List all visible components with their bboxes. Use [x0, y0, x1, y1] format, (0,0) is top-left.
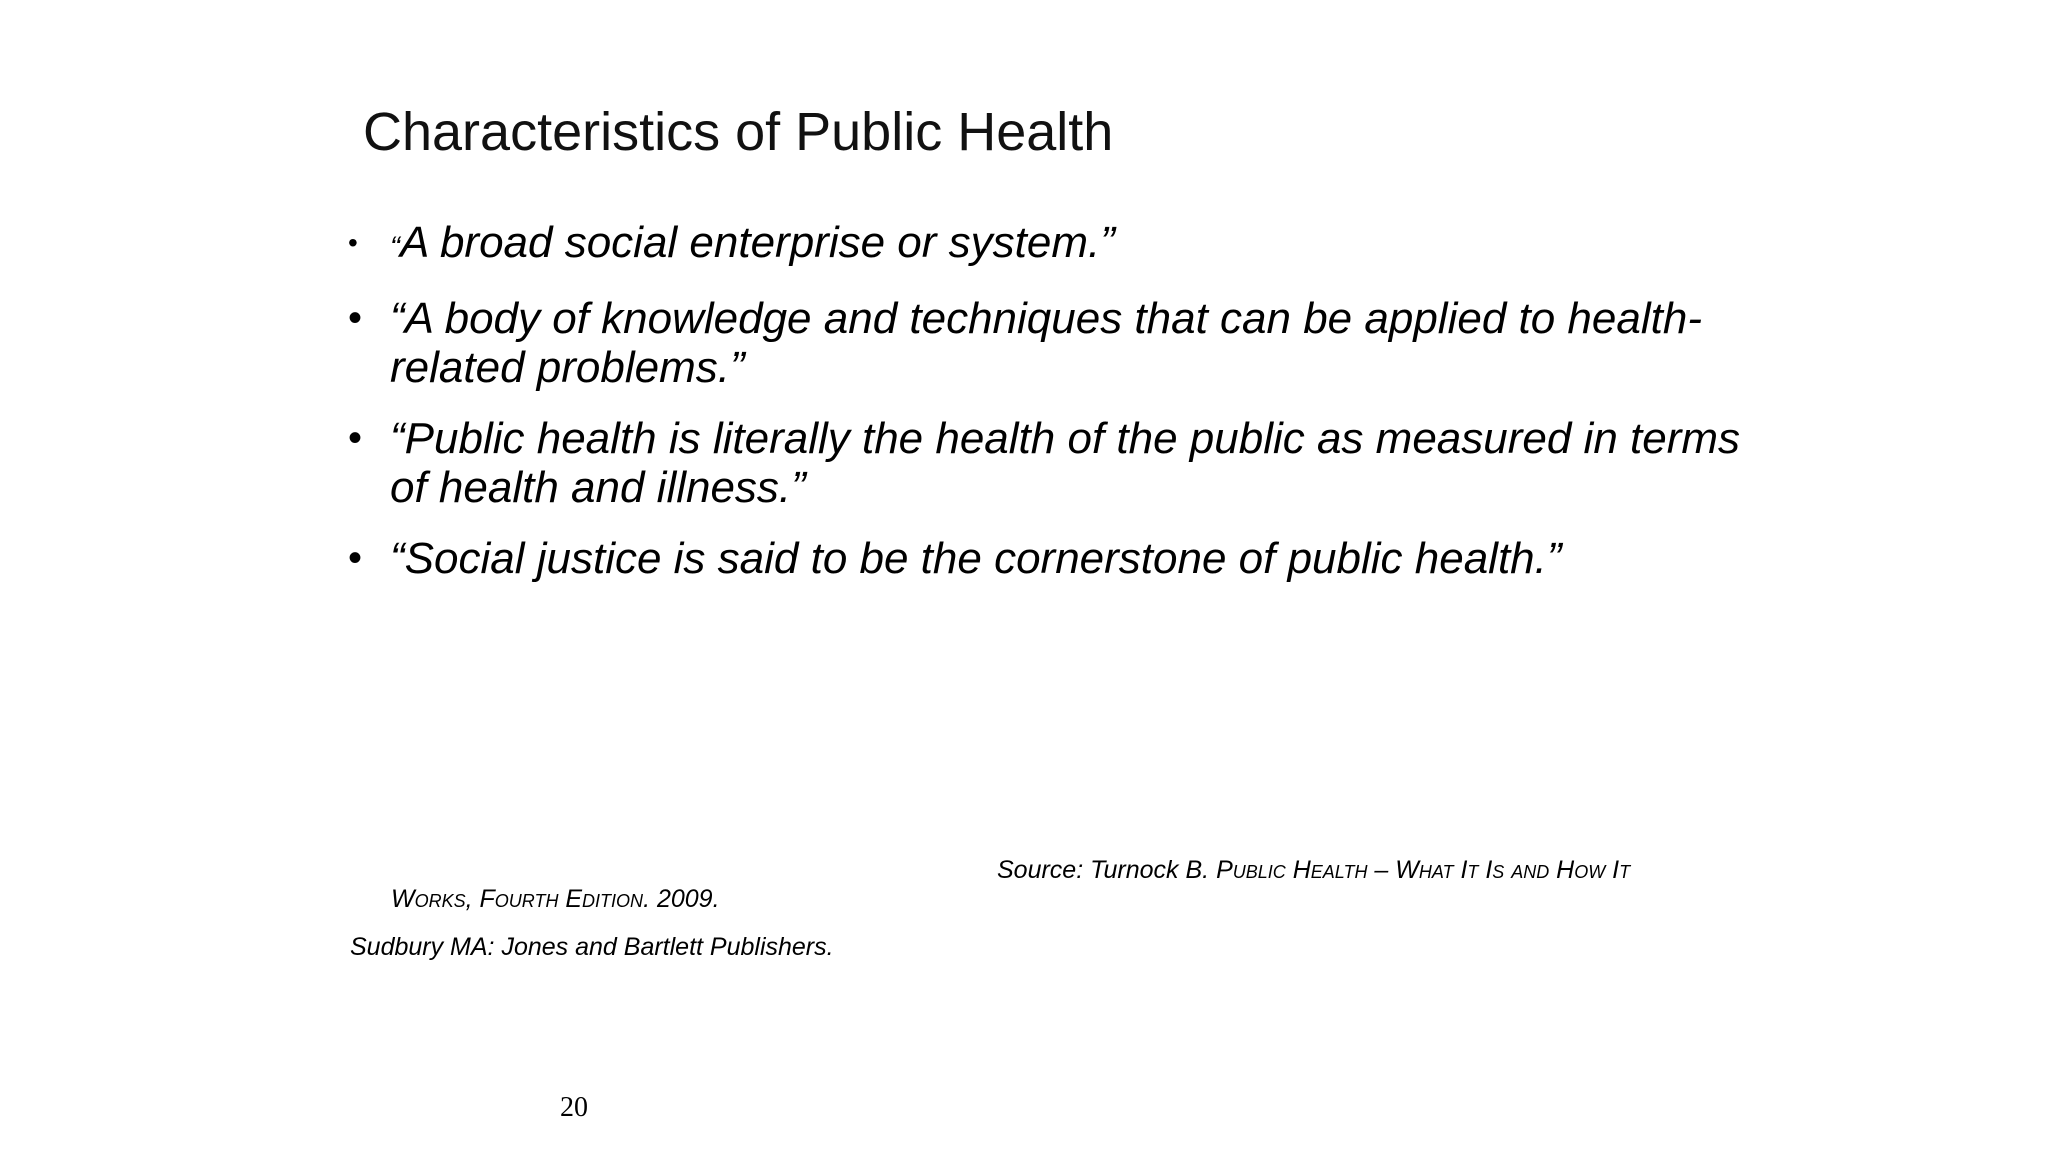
- source-book-title: Public Health – What It Is and How It: [1216, 856, 1631, 884]
- source-year: . 2009.: [643, 885, 720, 913]
- bullet-item: [348, 414, 1748, 512]
- bullet-list: [348, 218, 1748, 605]
- bullet-dot: •: [348, 296, 363, 340]
- bullet-text: “A body of knowledge and techniques that can be applied to health-related problems.”: [390, 294, 1702, 392]
- source-citation-continued: [391, 884, 720, 914]
- bullet-item: [348, 294, 1748, 392]
- page-number: 20: [560, 1092, 588, 1123]
- source-publisher: Sudbury MA: Jones and Bartlett Publishers.: [350, 933, 834, 961]
- bullet-text: “Social justice is said to be the cornerstone of public health.”: [390, 534, 1562, 583]
- source-prefix: Source: Turnock B.: [997, 856, 1217, 884]
- bullet-text: “Public health is literally the health of the public as measured in terms of health and illness.”: [390, 414, 1741, 512]
- source-book-edition: Works, Fourth Edition: [391, 885, 644, 913]
- bullet-item: [348, 218, 1748, 272]
- bullet-item: [348, 534, 1748, 583]
- slide-title: Characteristics of Public Health: [363, 102, 1114, 162]
- bullet-dot: •: [348, 536, 363, 580]
- bullet-dot: •: [348, 227, 358, 258]
- open-quote: “: [390, 231, 400, 264]
- bullet-text: A broad social enterprise or system.”: [400, 218, 1115, 267]
- source-citation: [997, 855, 1630, 885]
- bullet-dot: •: [348, 416, 363, 460]
